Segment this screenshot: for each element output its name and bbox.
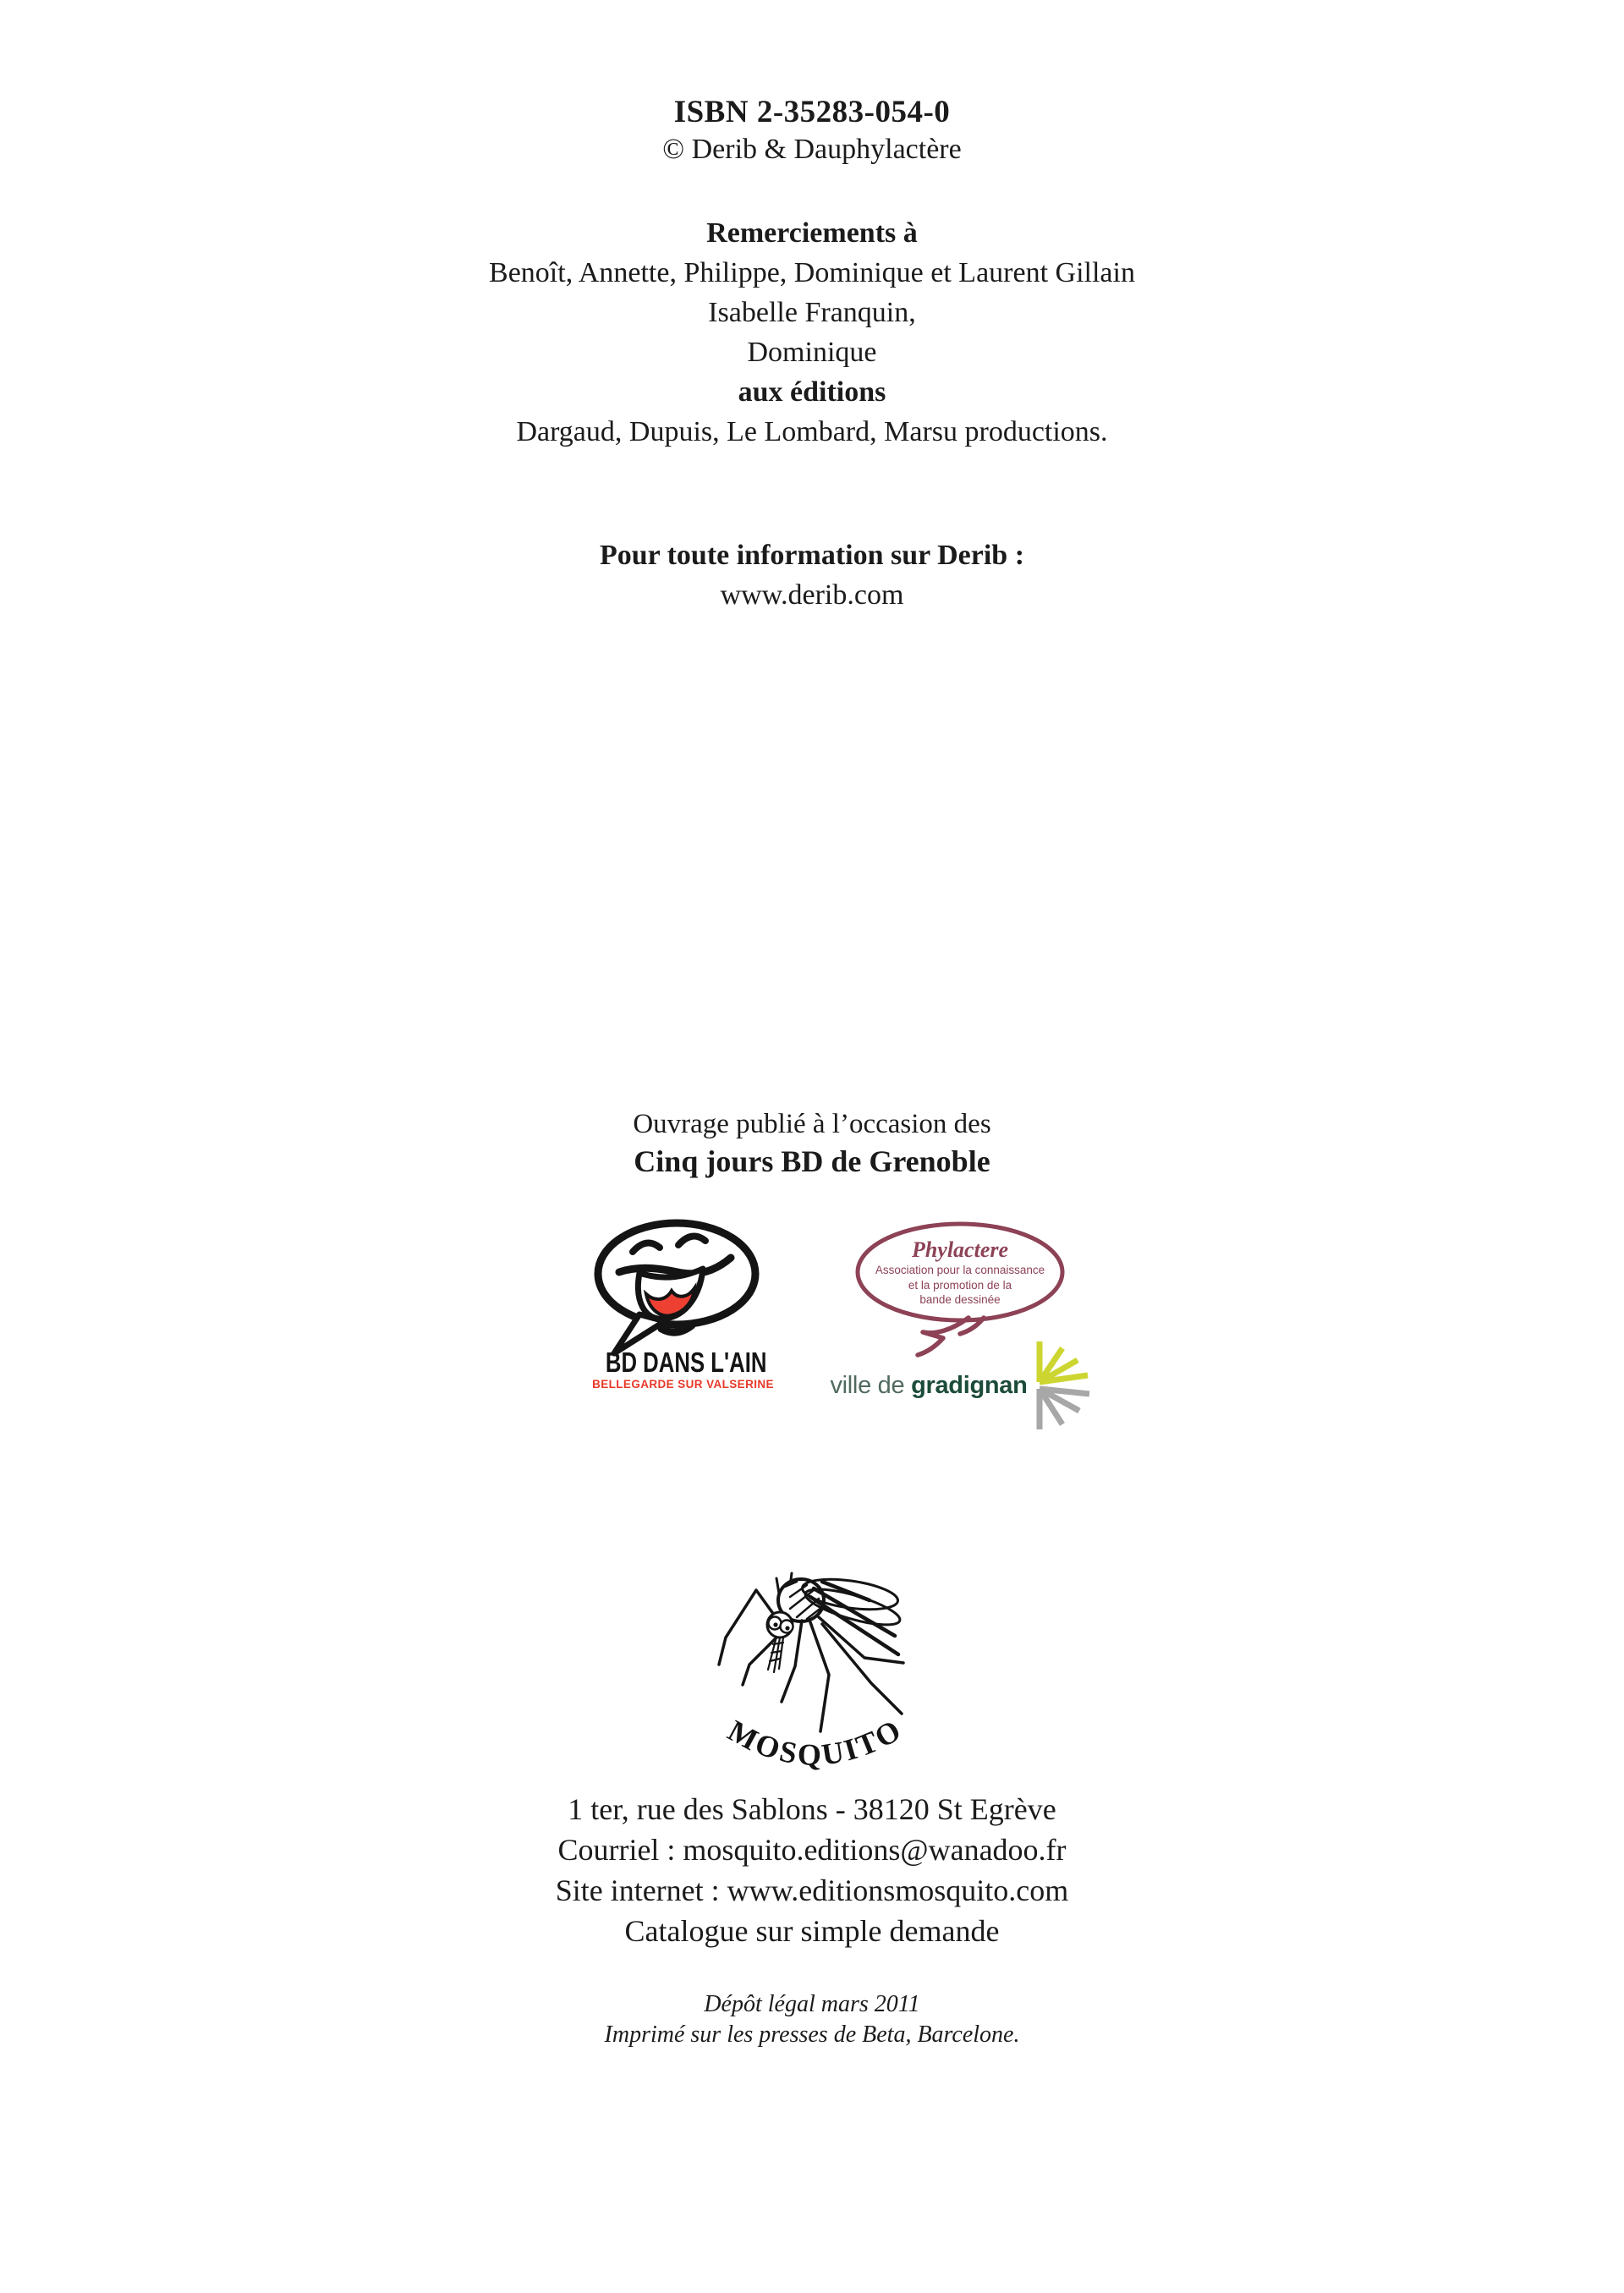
occasion-event: Cinq jours BD de Grenoble [634, 1144, 990, 1178]
bd-ain-title: BD DANS L'AIN [605, 1347, 767, 1378]
acknowledgements-title: Remerciements à [706, 217, 918, 249]
publisher-email: Courriel : mosquito.editions@wanadoo.fr [557, 1833, 1067, 1867]
phylactere-tail [918, 1318, 968, 1355]
derib-info-title: Pour toute information sur Derib : [599, 540, 1025, 571]
acknowledged-names-3: Dominique [747, 337, 877, 368]
legal-block [0, 1989, 1624, 2050]
legal-printer: Imprimé sur les presses de Beta, Barcelone. [604, 2021, 1020, 2048]
bd-ain-subtitle: BELLEGARDE SUR VALSERINE [592, 1378, 774, 1391]
mosquito-wordmark-text: MOSQUITO [722, 1711, 908, 1772]
isbn-block [0, 94, 1624, 168]
gradignan-name: gradignan [911, 1372, 1028, 1399]
mosquito-pupil-right [785, 1626, 789, 1630]
phylactere-line-1: Association pour la connaissance [875, 1264, 1045, 1276]
bd-ain-logo [584, 1216, 782, 1360]
acknowledged-names-1: Benoît, Annette, Philippe, Dominique et Laurent Gillain [489, 257, 1135, 288]
copyright-text: © Derib & Dauphylactère [662, 134, 962, 165]
phylactere-line-2: et la promotion de la [908, 1279, 1012, 1292]
acknowledged-names-2: Isabelle Franquin, [708, 297, 916, 328]
svg-text:MOSQUITO [722, 1712, 908, 1772]
phylactere-title: Phylactere [911, 1237, 1009, 1262]
mosquito-wing-strokes [810, 1582, 898, 1654]
legal-deposit: Dépôt légal mars 2011 [704, 1991, 920, 2017]
isbn-text: ISBN 2-35283-054-0 [673, 95, 951, 129]
editions-list: Dargaud, Dupuis, Le Lombard, Marsu productions. [516, 416, 1108, 447]
gradignan-rays-icon [1034, 1340, 1095, 1431]
gradignan-prefix: ville de [830, 1372, 912, 1399]
mosquito-pupil-left [773, 1622, 777, 1626]
publisher-address-block [0, 1789, 1624, 1951]
occasion-block [0, 1105, 1624, 1180]
gradignan-logo-text [819, 1372, 1039, 1400]
publisher-address: 1 ter, rue des Sablons - 38120 St Egrève [568, 1792, 1056, 1826]
occasion-intro: Ouvrage publié à l’occasion des [633, 1109, 991, 1139]
publisher-website: Site internet : www.editionsmosquito.com [555, 1873, 1069, 1907]
mosquito-wordmark [700, 1685, 929, 1778]
editions-label: aux éditions [738, 376, 886, 408]
derib-url: www.derib.com [720, 579, 904, 611]
acknowledgements-block [0, 213, 1624, 452]
derib-info-block [0, 535, 1624, 615]
phylactere-line-3: bande dessinée [919, 1293, 1001, 1306]
publisher-catalogue: Catalogue sur simple demande [624, 1914, 1000, 1948]
